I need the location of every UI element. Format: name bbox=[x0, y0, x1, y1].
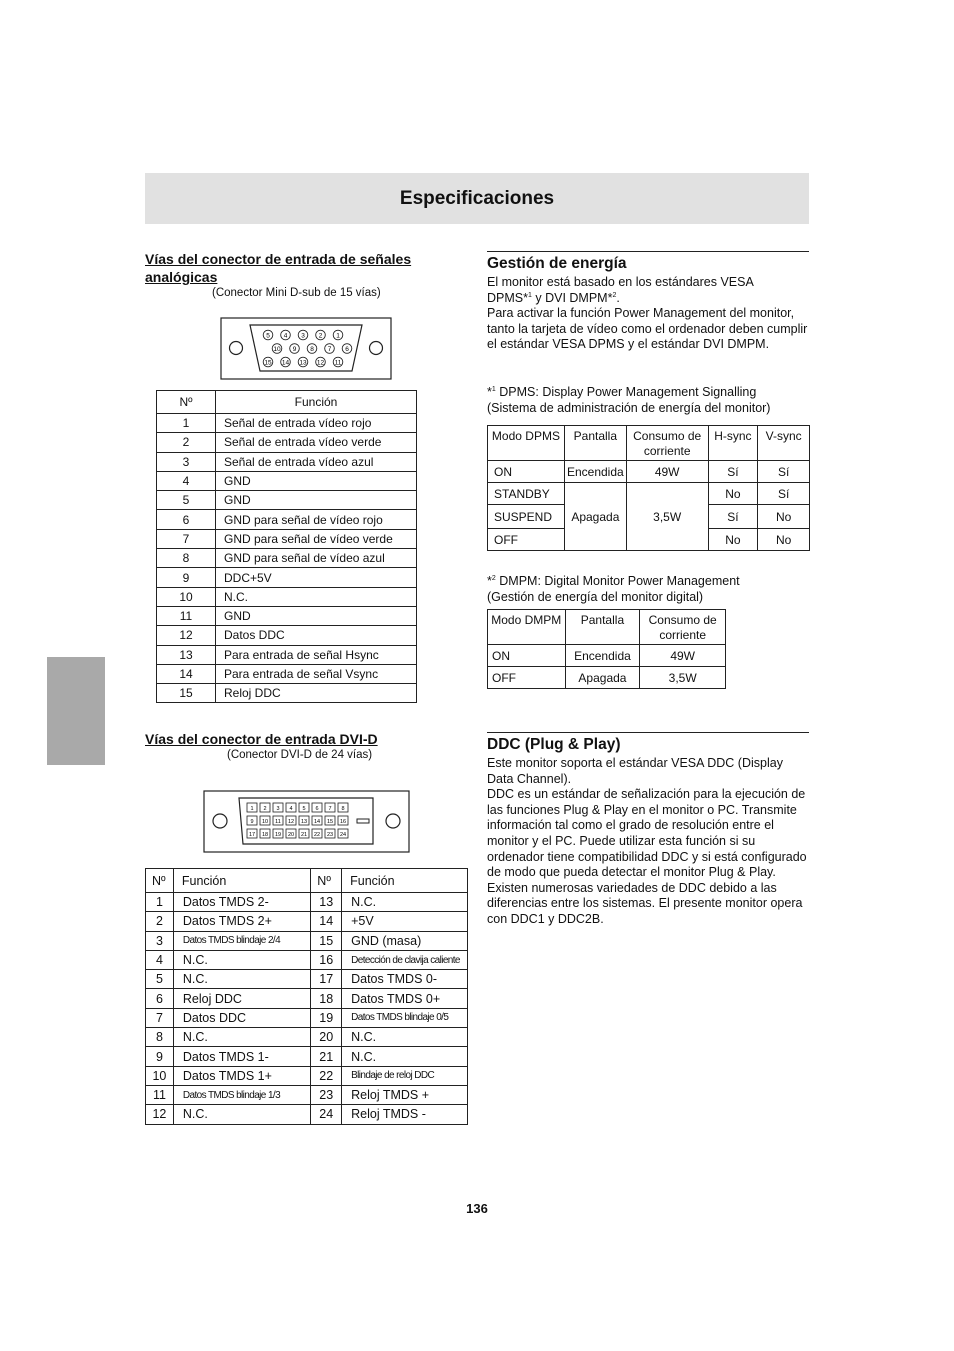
pin-number: 13 bbox=[311, 893, 342, 912]
pin-number: 24 bbox=[311, 1105, 342, 1124]
cell-consumo: 49W bbox=[626, 461, 708, 483]
pin-function: DDC+5V bbox=[216, 568, 417, 587]
pin-number: 7 bbox=[157, 529, 216, 548]
pin-number: 13 bbox=[157, 645, 216, 664]
pin-function: Reloj DDC bbox=[216, 684, 417, 703]
dvi-pin-label: 15 bbox=[326, 819, 334, 825]
vga-pin-label: 13 bbox=[299, 359, 307, 367]
dvi-pin-label: 19 bbox=[274, 832, 282, 838]
pin-number: 5 bbox=[157, 491, 216, 510]
cell-mode: SUSPEND bbox=[488, 505, 565, 529]
vga-pin-label: 9 bbox=[292, 345, 297, 353]
pin-function: Reloj TMDS - bbox=[342, 1105, 468, 1124]
pin-number: 3 bbox=[146, 931, 174, 950]
col-header-num: Nº bbox=[157, 391, 216, 414]
pin-number: 1 bbox=[157, 414, 216, 433]
ddc-paragraph: DDC es un estándar de señalización para la ejecución de las funciones Plug & Play en el monitor o PC. Transmite información tal como el grado de resolución entre el monitor y el PC. Puede utilizar esta función si su ordenador tiene compatibilidad DDC y si está configurado de modo que pueda detectar el monitor Plug & Play. bbox=[487, 787, 807, 880]
table-row bbox=[157, 606, 417, 625]
pin-number: 10 bbox=[146, 1066, 174, 1085]
table-row bbox=[157, 587, 417, 606]
vga-pin-label: 7 bbox=[327, 345, 332, 353]
table-row bbox=[146, 1085, 468, 1104]
pin-function: N.C. bbox=[173, 950, 310, 969]
pin-number: 5 bbox=[146, 970, 174, 989]
pin-number: 23 bbox=[311, 1085, 342, 1104]
pin-function: N.C. bbox=[342, 1047, 468, 1066]
pin-number: 10 bbox=[157, 587, 216, 606]
ddc-heading: DDC (Plug & Play) bbox=[487, 736, 621, 753]
dvi-pin-label: 20 bbox=[287, 832, 295, 838]
pin-number: 21 bbox=[311, 1047, 342, 1066]
pin-function: Señal de entrada vídeo rojo bbox=[216, 414, 417, 433]
cell-pantalla: Encendida bbox=[564, 461, 626, 483]
pin-function: Datos DDC bbox=[173, 1008, 310, 1027]
dvi-pin-label: 18 bbox=[261, 832, 269, 838]
pin-function: Datos TMDS blindaje 0/5 bbox=[342, 1008, 468, 1027]
cell-consumo: 3,5W bbox=[626, 483, 708, 551]
ddc-text bbox=[487, 756, 810, 928]
section-rule bbox=[487, 251, 809, 252]
dvi-pin-label: 24 bbox=[339, 832, 347, 838]
vga-pin-label: 5 bbox=[266, 332, 270, 340]
pin-function: N.C. bbox=[173, 1028, 310, 1047]
cell-vsync: Sí bbox=[758, 483, 810, 505]
dvi-pin-label: 1 bbox=[250, 806, 254, 812]
pin-number: 6 bbox=[146, 989, 174, 1008]
dpms-table bbox=[487, 425, 810, 551]
pin-number: 4 bbox=[146, 950, 174, 969]
col-header-function: Función bbox=[342, 869, 468, 893]
intro-text: DPMS* bbox=[487, 290, 528, 305]
table-row bbox=[146, 970, 468, 989]
pin-function: GND bbox=[216, 606, 417, 625]
cell-mode: STANDBY bbox=[488, 483, 565, 505]
dvi-pin-label: 17 bbox=[248, 832, 256, 838]
pin-function: Blindaje de reloj DDC bbox=[342, 1066, 468, 1085]
footnote-ref: 1 bbox=[527, 291, 532, 299]
table-row bbox=[157, 529, 417, 548]
vga-pin-label: 15 bbox=[264, 359, 272, 367]
dvi-pin-label: 22 bbox=[313, 832, 321, 838]
pin-number: 15 bbox=[157, 684, 216, 703]
table-row bbox=[157, 568, 417, 587]
col-header-num: Nº bbox=[311, 869, 342, 893]
dvi-pin-label: 9 bbox=[250, 819, 254, 825]
dvi-pin-label: 8 bbox=[341, 806, 345, 812]
table-row bbox=[146, 893, 468, 912]
pin-function: N.C. bbox=[342, 1028, 468, 1047]
pin-number: 12 bbox=[146, 1105, 174, 1124]
dvi-caption: (Conector DVI-D de 24 vías) bbox=[227, 749, 373, 761]
energy-heading: Gestión de energía bbox=[487, 255, 627, 272]
pin-number: 2 bbox=[146, 912, 174, 931]
page-title: Especificaciones bbox=[145, 173, 809, 224]
cell-vsync: Sí bbox=[758, 461, 810, 483]
dvi-pin-label: 10 bbox=[261, 819, 269, 825]
table-row bbox=[146, 1047, 468, 1066]
col-header-mode: Modo DPMS bbox=[488, 426, 565, 461]
col-header-pantalla: Pantalla bbox=[564, 426, 626, 461]
pin-number: 11 bbox=[157, 606, 216, 625]
pin-number: 8 bbox=[157, 549, 216, 568]
cell-vsync: No bbox=[758, 505, 810, 529]
pin-function: GND para señal de vídeo verde bbox=[216, 529, 417, 548]
footnote-text: DMPM: Digital Monitor Power Management bbox=[495, 574, 740, 588]
cell-mode: OFF bbox=[488, 529, 565, 551]
dvi-pin-label: 5 bbox=[302, 806, 306, 812]
table-row bbox=[488, 645, 726, 667]
pin-number: 11 bbox=[146, 1085, 174, 1104]
dvi-heading: Vías del conector de entrada DVI-D bbox=[145, 731, 378, 747]
cell-mode: ON bbox=[488, 645, 566, 667]
cell-mode: OFF bbox=[488, 667, 566, 689]
pin-number: 9 bbox=[157, 568, 216, 587]
ddc-paragraph: Existen numerosas variedades de DDC debido a las diferencias entre los sistemas. El presente monitor opera con DDC1 y DDC2B. bbox=[487, 880, 803, 926]
page-number: 136 bbox=[466, 1201, 488, 1216]
col-header-function: Función bbox=[216, 391, 417, 414]
footnote-mark: * bbox=[487, 385, 492, 399]
table-row bbox=[157, 471, 417, 490]
cell-pantalla: Apagada bbox=[565, 667, 640, 689]
vga-caption: (Conector Mini D-sub de 15 vías) bbox=[212, 287, 381, 299]
pin-function: GND (masa) bbox=[342, 931, 468, 950]
pin-number: 1 bbox=[146, 893, 174, 912]
col-header-num: Nº bbox=[146, 869, 174, 893]
cell-pantalla: Apagada bbox=[564, 483, 626, 551]
col-header-mode: Modo DMPM bbox=[488, 610, 566, 645]
pin-function: Datos TMDS 1- bbox=[173, 1047, 310, 1066]
dvi-pin-label: 12 bbox=[287, 819, 295, 825]
pin-number: 8 bbox=[146, 1028, 174, 1047]
table-row bbox=[146, 931, 468, 950]
table-row bbox=[146, 1008, 468, 1027]
footnote-dpms bbox=[487, 384, 817, 416]
pin-number: 3 bbox=[157, 452, 216, 471]
table-row bbox=[157, 510, 417, 529]
cell-vsync: No bbox=[758, 529, 810, 551]
pin-number: 12 bbox=[157, 626, 216, 645]
pin-number: 16 bbox=[311, 950, 342, 969]
vga-pin-label: 4 bbox=[283, 332, 288, 340]
vga-pin-label: 8 bbox=[310, 345, 314, 353]
vga-pin-label: 6 bbox=[345, 345, 349, 353]
table-row bbox=[157, 414, 417, 433]
pin-function: GND para señal de vídeo rojo bbox=[216, 510, 417, 529]
table-row bbox=[146, 912, 468, 931]
pin-function: GND bbox=[216, 491, 417, 510]
table-row bbox=[157, 433, 417, 452]
dvi-pin-label: 11 bbox=[275, 819, 281, 825]
energy-intro bbox=[487, 275, 809, 353]
pin-function: Datos TMDS blindaje 1/3 bbox=[173, 1085, 310, 1104]
table-row bbox=[488, 667, 726, 689]
vga-pin-table bbox=[156, 390, 417, 703]
dvi-pin-label: 23 bbox=[326, 832, 334, 838]
footnote-text: DPMS: Display Power Management Signalling bbox=[495, 385, 757, 399]
energy-body: Para activar la función Power Management del monitor, tanto la tarjeta de vídeo como el ordenador deben cumplir el estándar VESA DPMS y el estándar DVI DMPM. bbox=[487, 306, 808, 352]
pin-function: Datos TMDS 0- bbox=[342, 970, 468, 989]
pin-function: N.C. bbox=[216, 587, 417, 606]
pin-number: 15 bbox=[311, 931, 342, 950]
dvi-pin-label: 14 bbox=[313, 819, 321, 825]
pin-number: 14 bbox=[311, 912, 342, 931]
cell-hsync: Sí bbox=[708, 505, 758, 529]
pin-function: N.C. bbox=[173, 1105, 310, 1124]
vga-pin-label: 1 bbox=[336, 332, 340, 340]
dmpm-table bbox=[487, 609, 726, 689]
table-row bbox=[488, 461, 810, 483]
pin-number: 9 bbox=[146, 1047, 174, 1066]
table-row bbox=[157, 645, 417, 664]
pin-function: Detección de clavija caliente bbox=[342, 950, 468, 969]
table-row bbox=[146, 1066, 468, 1085]
pin-number: 6 bbox=[157, 510, 216, 529]
vga-connector-diagram bbox=[220, 317, 400, 382]
cell-hsync: No bbox=[708, 529, 758, 551]
pin-function: Reloj DDC bbox=[173, 989, 310, 1008]
intro-text: . bbox=[616, 290, 620, 305]
footnote-dmpm bbox=[487, 573, 817, 605]
pin-function: N.C. bbox=[173, 970, 310, 989]
dvi-pin-label: 21 bbox=[300, 832, 308, 838]
pin-number: 4 bbox=[157, 471, 216, 490]
dvi-pin-label: 2 bbox=[263, 806, 267, 812]
pin-function: GND para señal de vídeo azul bbox=[216, 549, 417, 568]
vga-pin-label: 14 bbox=[281, 359, 290, 367]
table-row bbox=[157, 684, 417, 703]
table-row bbox=[157, 664, 417, 683]
vga-pin-label: 10 bbox=[273, 345, 281, 353]
section-side-tab bbox=[47, 657, 105, 765]
vga-pin-label: 12 bbox=[316, 359, 325, 367]
pin-function: Datos TMDS blindaje 2/4 bbox=[173, 931, 310, 950]
pin-number: 19 bbox=[311, 1008, 342, 1027]
ddc-paragraph: Este monitor soporta el estándar VESA DDC (Display Data Channel). bbox=[487, 756, 783, 786]
dvi-pin-table bbox=[145, 868, 468, 1125]
pin-function: Señal de entrada vídeo azul bbox=[216, 452, 417, 471]
pin-function: Para entrada de señal Vsync bbox=[216, 664, 417, 683]
footnote-ref: 2 bbox=[612, 291, 617, 299]
pin-number: 17 bbox=[311, 970, 342, 989]
pin-function: Datos TMDS 2+ bbox=[173, 912, 310, 931]
dvi-pin-label: 13 bbox=[300, 819, 308, 825]
pin-function: Datos TMDS 0+ bbox=[342, 989, 468, 1008]
pin-function: Reloj TMDS + bbox=[342, 1085, 468, 1104]
footnote-ref: 2 bbox=[491, 574, 496, 582]
col-header-function: Función bbox=[173, 869, 310, 893]
dvi-pin-label: 7 bbox=[328, 806, 332, 812]
dvi-connector-diagram bbox=[203, 790, 413, 855]
pin-function: +5V bbox=[342, 912, 468, 931]
dvi-pin-label: 16 bbox=[339, 819, 347, 825]
pin-function: Datos DDC bbox=[216, 626, 417, 645]
table-row bbox=[146, 950, 468, 969]
pin-function: N.C. bbox=[342, 893, 468, 912]
vga-pin-label: 2 bbox=[318, 332, 323, 340]
pin-number: 20 bbox=[311, 1028, 342, 1047]
footnote-ref: 1 bbox=[491, 385, 496, 393]
pin-function: Para entrada de señal Hsync bbox=[216, 645, 417, 664]
footnote-text: (Gestión de energía del monitor digital) bbox=[487, 590, 704, 604]
pin-function: Datos TMDS 1+ bbox=[173, 1066, 310, 1085]
pin-function: Datos TMDS 2- bbox=[173, 893, 310, 912]
vga-pin-label: 11 bbox=[334, 359, 342, 367]
intro-text: y DVI DMPM* bbox=[531, 290, 613, 305]
footnote-text: (Sistema de administración de energía del monitor) bbox=[487, 401, 771, 415]
dvi-pin-label: 4 bbox=[289, 806, 293, 812]
intro-text: El monitor está basado en los estándares VESA bbox=[487, 275, 754, 289]
pin-function: Señal de entrada vídeo verde bbox=[216, 433, 417, 452]
pin-function: GND bbox=[216, 471, 417, 490]
dvi-pin-label: 3 bbox=[276, 806, 280, 812]
cell-consumo: 3,5W bbox=[640, 667, 726, 689]
pin-number: 14 bbox=[157, 664, 216, 683]
dvi-pin-label: 6 bbox=[315, 806, 319, 812]
pin-number: 18 bbox=[311, 989, 342, 1008]
col-header-vsync: V-sync bbox=[758, 426, 810, 461]
table-row bbox=[157, 549, 417, 568]
table-row bbox=[157, 452, 417, 471]
section-rule bbox=[487, 732, 809, 733]
table-row bbox=[157, 626, 417, 645]
vga-heading: Vías del conector de entrada de señales analógicas bbox=[145, 251, 412, 285]
col-header-consumo: Consumo de corriente bbox=[640, 610, 726, 645]
cell-consumo: 49W bbox=[640, 645, 726, 667]
table-row bbox=[157, 491, 417, 510]
vga-pin-label: 3 bbox=[301, 332, 305, 340]
col-header-hsync: H-sync bbox=[708, 426, 758, 461]
pin-number: 2 bbox=[157, 433, 216, 452]
cell-hsync: No bbox=[708, 483, 758, 505]
pin-number: 7 bbox=[146, 1008, 174, 1027]
cell-mode: ON bbox=[488, 461, 565, 483]
col-header-consumo: Consumo de corriente bbox=[626, 426, 708, 461]
table-row bbox=[146, 1028, 468, 1047]
cell-pantalla: Encendida bbox=[565, 645, 640, 667]
pin-number: 22 bbox=[311, 1066, 342, 1085]
cell-hsync: Sí bbox=[708, 461, 758, 483]
footnote-mark: * bbox=[487, 574, 492, 588]
table-row bbox=[146, 1105, 468, 1124]
table-row bbox=[146, 989, 468, 1008]
table-row bbox=[488, 483, 810, 505]
col-header-pantalla: Pantalla bbox=[565, 610, 640, 645]
